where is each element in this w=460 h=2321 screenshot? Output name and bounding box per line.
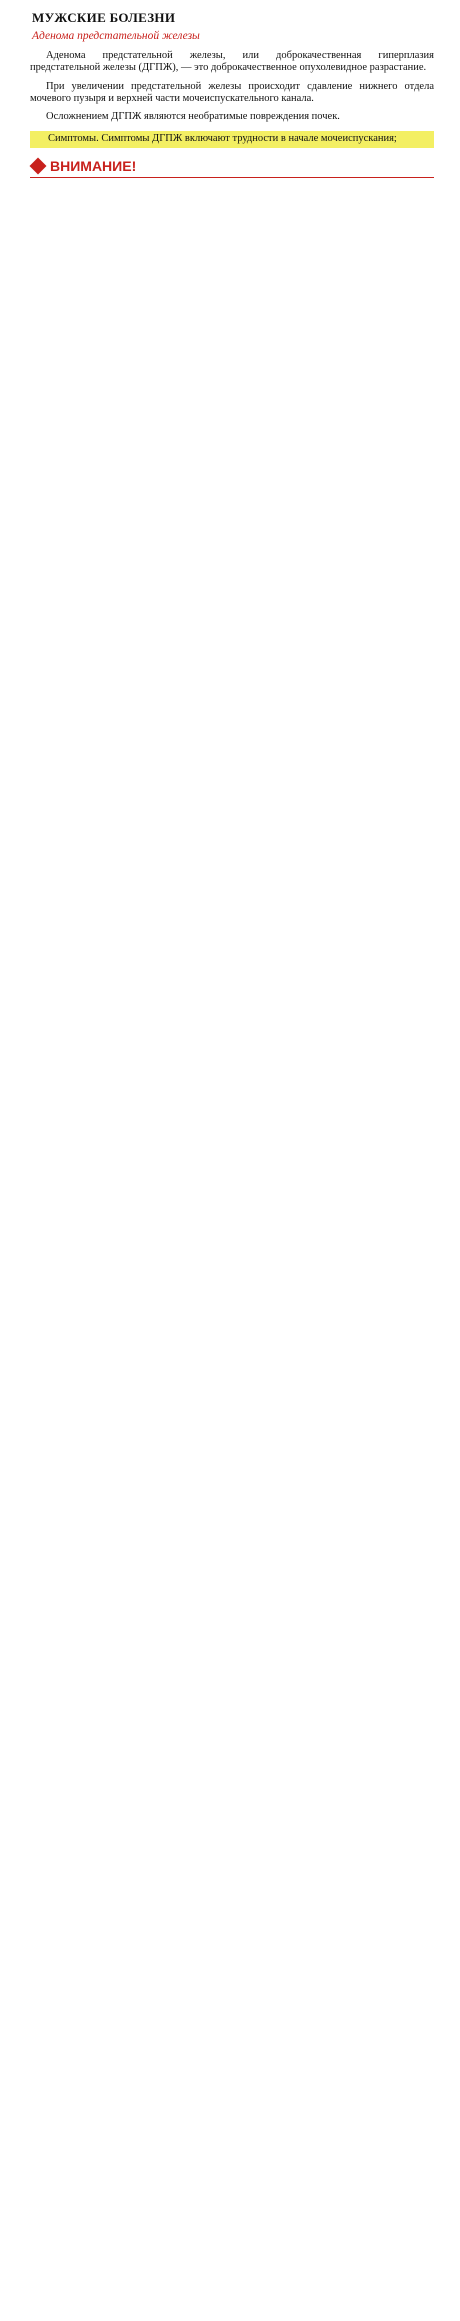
warning-title: ВНИМАНИЕ!: [50, 157, 137, 174]
paragraph-1: Аденома предстательной железы, или доброкачественная гиперплазия предстательной железы (ДГПЖ), — это доброкачественное опухолевидное разрастание.: [30, 50, 434, 74]
warning-diamond-icon: [30, 157, 47, 174]
paragraph-2: При увеличении предстательной железы происходит сдавление нижнего отдела мочевого пузыря и верхней части мочеиспускательного канала.: [30, 80, 434, 104]
page-subtitle: Аденома предстательной железы: [32, 30, 200, 42]
symptoms-highlight: Симптомы. Симптомы ДГПЖ включают трудности в начале мочеиспускания;: [30, 131, 434, 147]
page-title: МУЖСКИЕ БОЛЕЗНИ: [32, 10, 176, 25]
warning-divider: [30, 177, 434, 178]
paragraph-3: Осложнением ДГПЖ являются необратимые повреждения почек.: [46, 111, 340, 123]
warning-box: [30, 158, 434, 174]
